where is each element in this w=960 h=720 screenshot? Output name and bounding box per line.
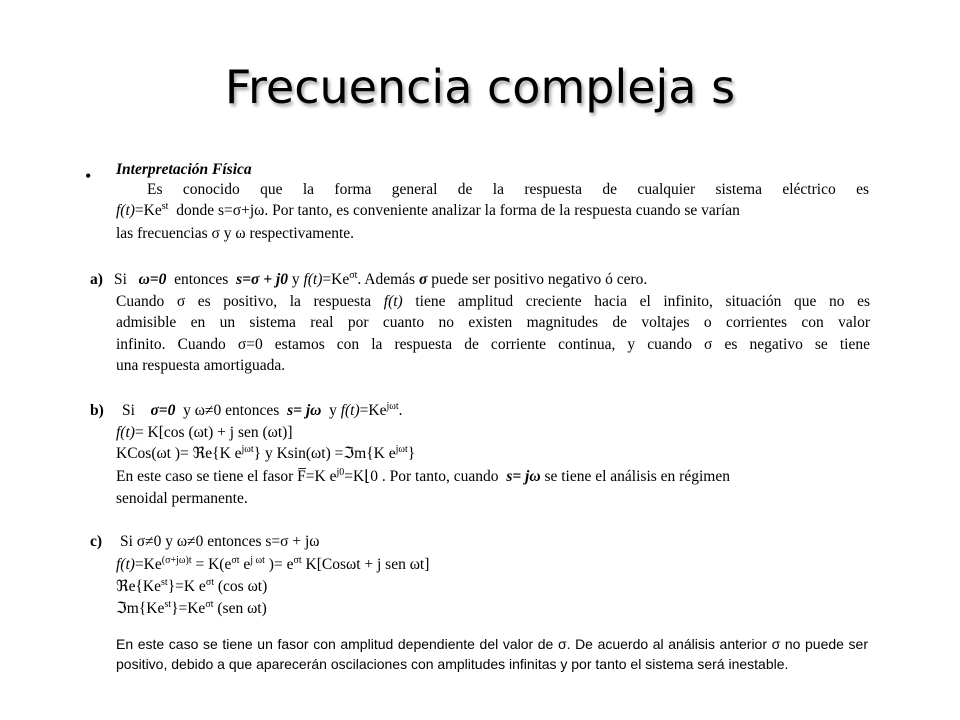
case-b-l2-rest: = K[cos (ωt) + j sen (ωt)] [134, 424, 293, 441]
case-b-line-3 [116, 444, 415, 464]
case-c-l3-sup1: st [161, 576, 168, 588]
case-b-l4-b: =K⌊0 . Por tanto, cuando [344, 468, 499, 485]
case-a-ademas: . Además [357, 271, 416, 288]
case-b-eq: =Ke [359, 402, 387, 419]
case-c-l2-sup1: (σ+jω)t [161, 554, 192, 566]
case-c-l2-c: e [239, 556, 251, 573]
case-c-l2-sup3: j ωt [250, 554, 265, 566]
case-a-line-3: admisible en un sistema real por cuanto no existen magnitudes de voltajes o corrientes con valor [116, 314, 870, 331]
case-b-l4-s: s= jω [506, 468, 541, 485]
case-b-line-5: senoidal permanente. [116, 490, 248, 507]
case-a-entonces: entonces [174, 271, 229, 288]
case-a-l2-post: tiene amplitud creciente hacia el infinito, situación que no es [415, 293, 871, 310]
case-b-l4-sup: j0 [336, 466, 345, 478]
case-a-l2-f: f(t) [383, 293, 403, 310]
case-a-f: f(t) [303, 271, 323, 288]
case-c-l4-a: ℑm{Ke [116, 600, 165, 617]
case-c-l4-sup2: σt [205, 598, 214, 610]
intro-eq: =Ke [134, 202, 162, 219]
case-a-label: a) [90, 271, 103, 288]
case-a-line-5: una respuesta amortiguada. [116, 357, 286, 374]
case-b-line-2 [116, 423, 292, 443]
case-c-label: c) [90, 533, 103, 550]
case-c-line-2 [116, 555, 429, 575]
case-b-s: s= jω [287, 402, 322, 419]
case-b-l3-sup1: jωt [241, 443, 254, 455]
case-c-l3-c: (cos ωt) [214, 578, 268, 595]
case-c-line-3 [116, 577, 267, 597]
case-c-line-4 [116, 599, 267, 619]
case-b-end: . [398, 402, 403, 419]
intro-tail: donde s=σ+jω. Por tanto, es conveniente analizar la forma de la respuesta cuando se varían [176, 202, 740, 219]
case-b-f: f(t) [340, 402, 360, 419]
case-b-y: y [329, 402, 337, 419]
case-b-l2-f: f(t) [116, 424, 135, 441]
case-c-l3-a: ℜe{Ke [116, 578, 162, 595]
case-a-sigma: σ [418, 271, 428, 288]
case-b-l3-sup2: jωt [395, 443, 408, 455]
case-b-mid: y ω≠0 entonces [183, 402, 280, 419]
case-b-l4-a: En este caso se tiene el fasor F̅=K e [116, 468, 337, 485]
case-b-si: Si [122, 402, 135, 419]
case-c-l3-sup2: σt [205, 576, 214, 588]
intro-heading: Interpretación Física [116, 161, 252, 178]
intro-f-symbol: f(t) [116, 202, 135, 219]
case-c-line-1: Si σ≠0 y ω≠0 entonces s=σ + jω [120, 533, 320, 550]
case-c-l4-b: }=Ke [171, 600, 206, 617]
case-a-y: y [291, 271, 300, 288]
case-c-l2-d: )= e [264, 556, 294, 573]
case-b-line-4 [116, 467, 730, 487]
case-c-l2-sup4: σt [293, 554, 302, 566]
case-c-l3-b: }=K e [167, 578, 206, 595]
case-c-l2-b: = K(e [191, 556, 232, 573]
case-c-l2-a: =Ke [134, 556, 162, 573]
slide-title: Frecuencia compleja s [224, 60, 736, 114]
case-b-l4-c: se tiene el análisis en régimen [544, 468, 730, 485]
intro-line-3: las frecuencias σ y ω respectivamente. [116, 225, 355, 242]
case-b-l3-a: KCos(ωt )= ℜe{K e [116, 445, 242, 462]
case-a-sup: σt [349, 269, 358, 281]
case-a-end: puede ser positivo negativo ó cero. [431, 271, 648, 288]
case-a-line-1 [114, 270, 647, 290]
case-a-si: Si [114, 271, 127, 288]
intro-line-1: Es conocido que la forma general de la respuesta de cualquier sistema eléctrico es [147, 181, 869, 198]
case-b-sup: jωt [386, 400, 399, 412]
case-c-l4-c: (sen ωt) [213, 600, 267, 617]
intro-sup: st [161, 200, 169, 212]
case-b-l3-b: } y Ksin(ωt) =ℑm{K e [253, 445, 396, 462]
case-b-label: b) [90, 402, 104, 419]
bullet-icon: • [85, 166, 92, 186]
case-a-line-2 [116, 292, 870, 312]
case-c-l4-sup1: st [164, 598, 172, 610]
case-c-l2-sup2: σt [231, 554, 240, 566]
case-b-line-1 [122, 401, 403, 421]
case-a-line-4: infinito. Cuando σ=0 estamos con la respuesta de corriente continua, y cuando σ es negativo se tiene [116, 336, 870, 353]
case-a-l2-pre: Cuando σ es positivo, la respuesta [116, 293, 372, 310]
case-b-l3-c: } [407, 445, 416, 462]
case-a-eq: =Ke [322, 271, 350, 288]
case-a-s: s=σ + j0 [236, 271, 288, 288]
case-b-cond: σ=0 [150, 402, 176, 419]
conclusion-paragraph: En este caso se tiene un fasor con amplitud dependiente del valor de σ. De acuerdo al análisis anterior σ no puede ser positivo, debido a que aparecerán oscilaciones con amplitudes infinitas y por tanto el sistema será inestable. [116, 636, 868, 672]
case-a-cond: ω=0 [138, 271, 167, 288]
case-c-l2-f: f(t) [116, 556, 135, 573]
intro-line-2 [116, 201, 740, 221]
case-c-l2-e: K[Cosωt + j sen ωt] [301, 556, 430, 573]
